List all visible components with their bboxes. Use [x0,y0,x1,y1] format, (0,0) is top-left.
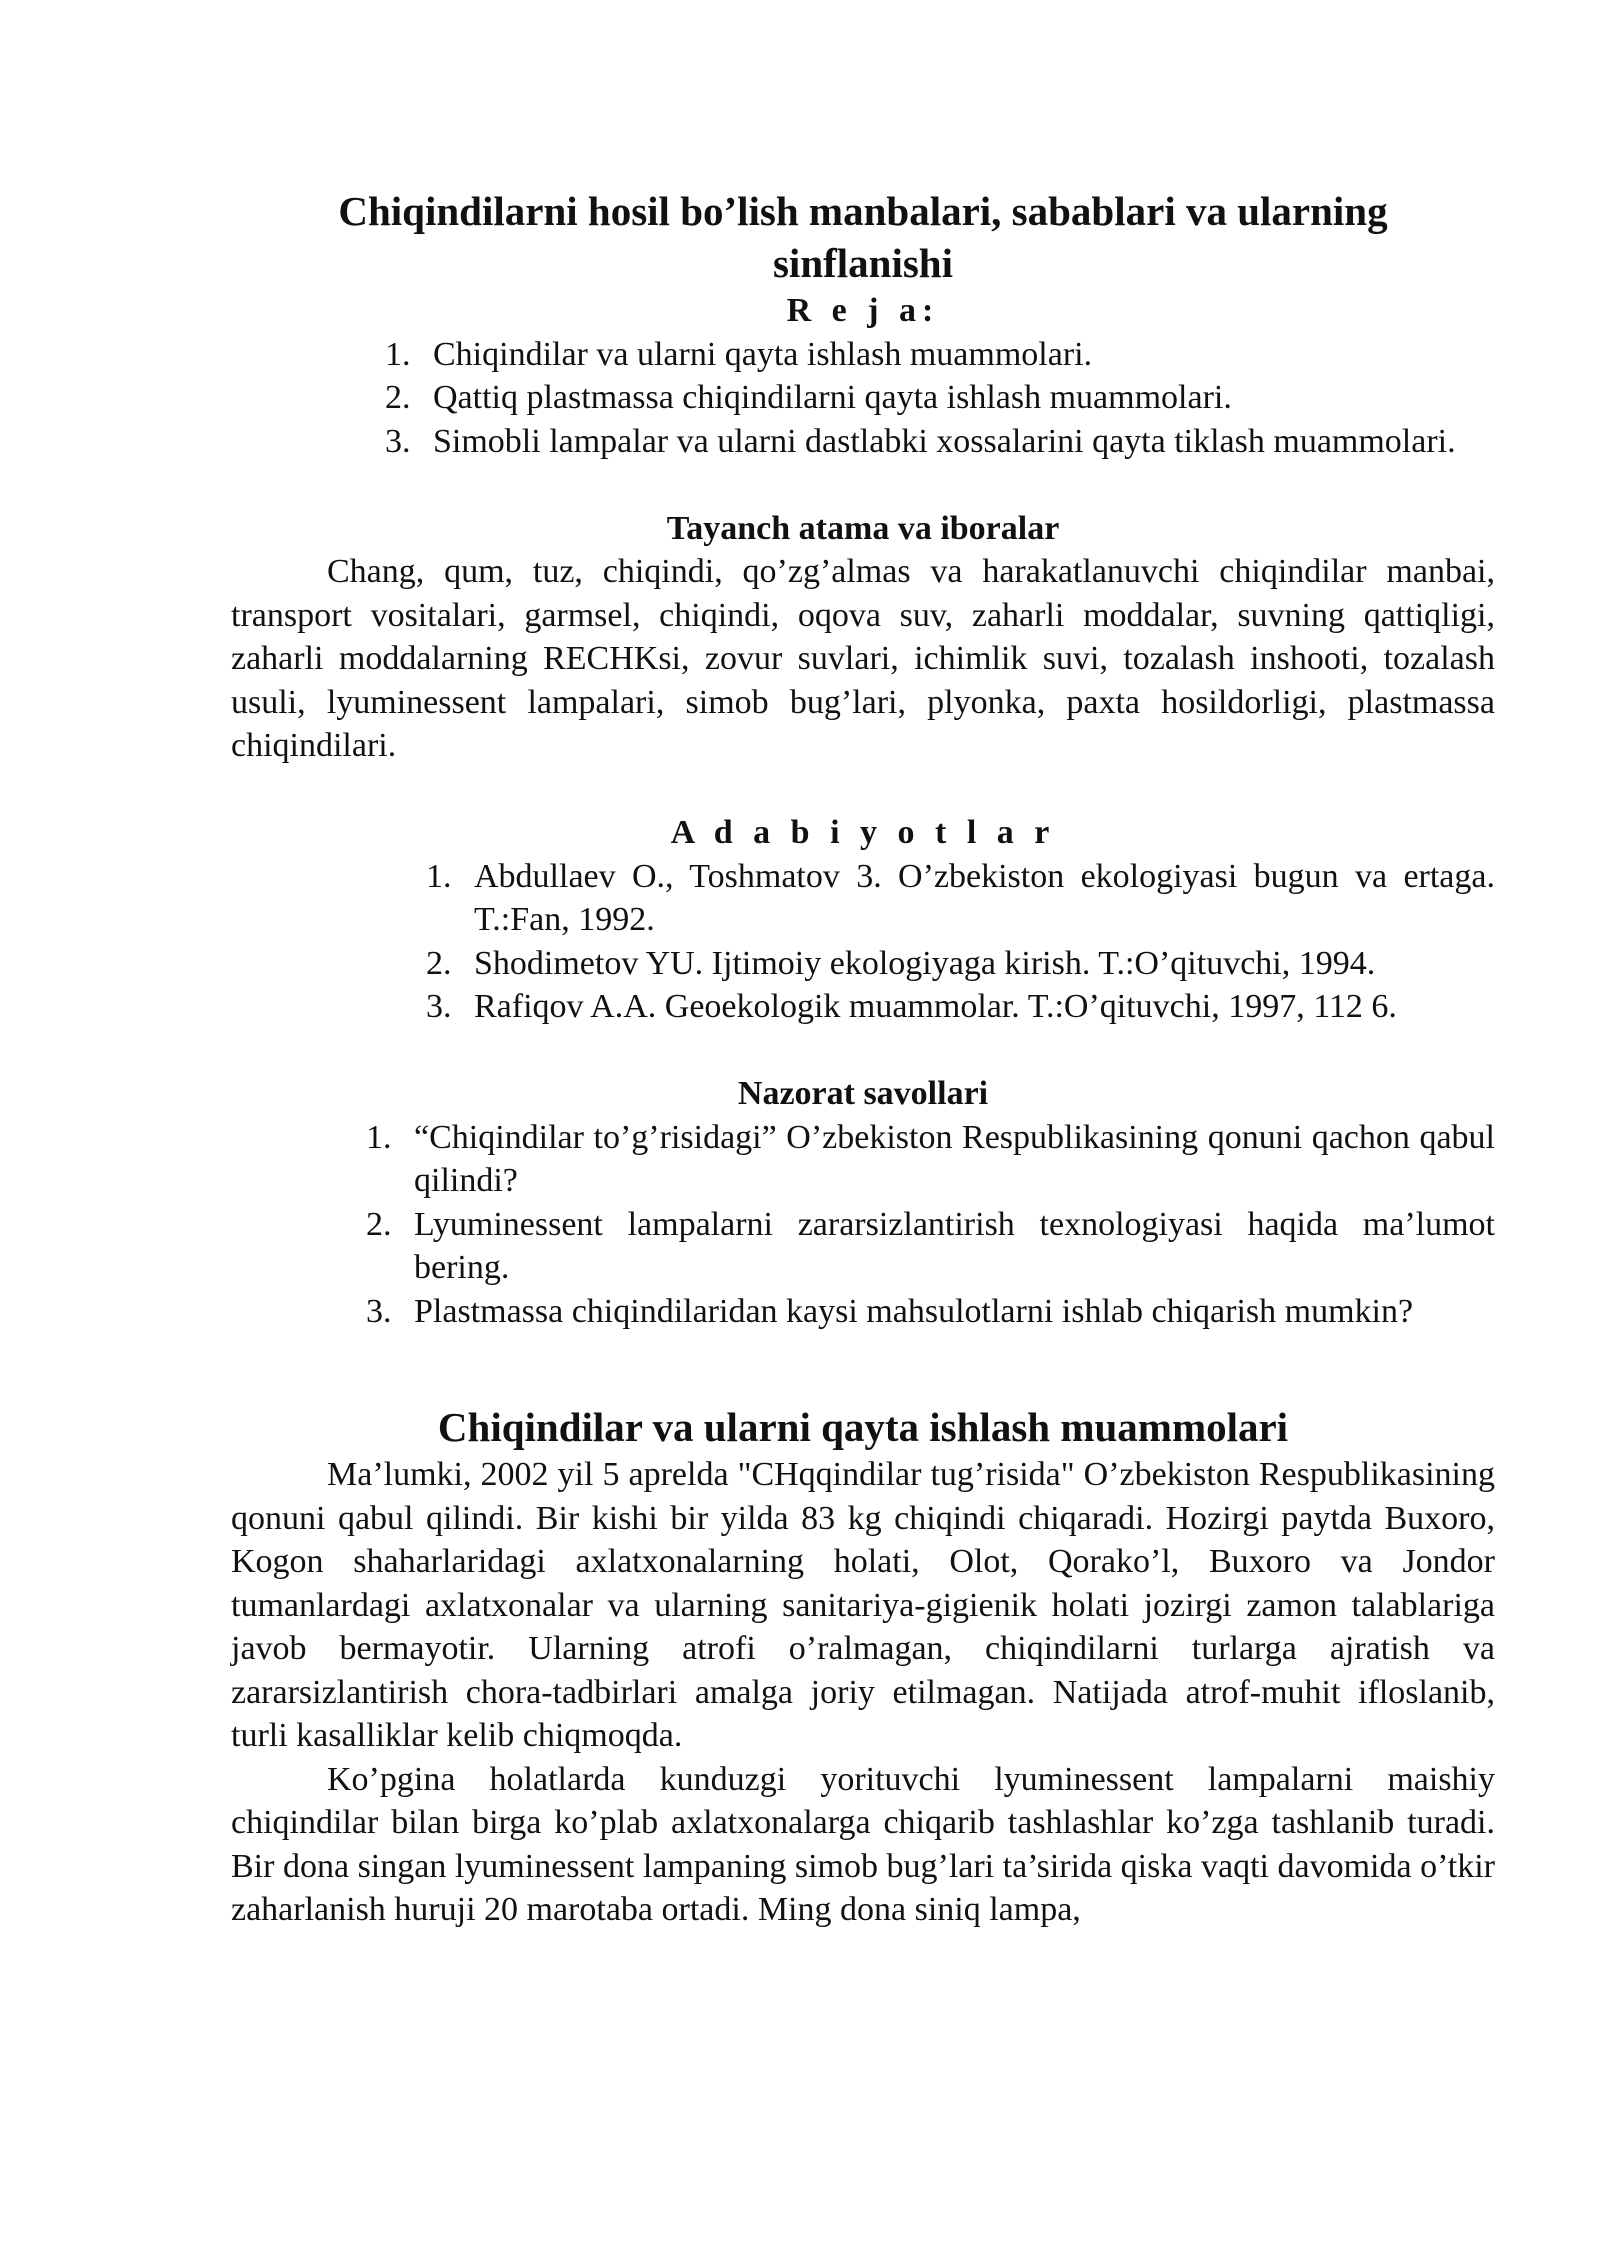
list-text: Shodimetov YU. Ijtimoiy ekologiyaga kirish. T.:O’qituvchi, 1994. [474,944,1376,982]
section-paragraph: Ko’pgina holatlarda kunduzgi yorituvchi lyuminessent lampalarni maishiy chiqindilar bilan birga ko’plab axlatxonalarga chiqarib tashlashlar ko’zga tashlanib turadi. Bir dona singan lyuminessent lampaning simob bug’lari ta’sirida qiska vaqti davomida o’tkir zaharlanish huruji 20 marotaba ortadi. Ming dona siniq lampa, [231,1760,1495,1928]
adabiyotlar-list [426,855,1495,1029]
list-item [366,1116,1495,1203]
list-number: 1. [385,335,411,373]
spacer [231,1333,1495,1401]
spacer [231,768,1495,812]
nazorat-list [366,1116,1495,1334]
document-title-line1: Chiqindilarni hosil bo’lish manbalari, sabablari va ularning [338,188,1388,234]
list-item [426,855,1495,942]
spacer [231,1029,1495,1073]
reja-heading: R e j a: [786,292,940,329]
tayanch-heading: Tayanch atama va iboralar [666,509,1060,547]
list-text: Qattiq plastmassa chiqindilarni qayta ishlash muammolari. [433,379,1232,416]
list-number: 1. [426,857,452,895]
list-item [366,1203,1495,1290]
section-heading: Chiqindilar va ularni qayta ishlash muammolari [437,1404,1289,1450]
document-page [231,185,1495,1932]
tayanch-paragraph: Chang, qum, tuz, chiqindi, qo’zg’almas va harakatlanuvchi chiqindilar manbai, transport vositalari, garmsel, chiqindi, oqova suv, zaharli moddalar, suvning qattiqligi, zaharli moddalarning RECHKsi, zovur suvlari, ichimlik suvi, tozalash inshooti, tozalash usuli, lyuminessent lampalari, simob bug’lari, plyonka, paxta hosildorligi, plastmassa chiqindilari. [231,553,1495,764]
list-item [385,376,1495,420]
list-text: Simobli lampalar va ularni dastlabki xossalarini qayta tiklash muammolari. [433,422,1456,460]
list-text: Plastmassa chiqindilaridan kaysi mahsulotlarni ishlab chiqarish mumkin? [414,1292,1414,1330]
list-item [426,985,1495,1029]
list-number: 2. [426,944,452,982]
document-title-line2: sinflanishi [772,240,954,286]
list-item [385,333,1495,377]
nazorat-heading: Nazorat savollari [737,1075,989,1112]
list-text: “Chiqindilar to’g’risidagi” O’zbekiston Respublikasining qonuni qachon qabul qilindi? [414,1118,1495,1199]
list-text: Abdullaev O., Toshmatov 3. O’zbekiston ekologiyasi bugun va ertaga. T.:Fan, 1992. [474,857,1495,938]
list-item [385,420,1495,464]
list-number: 1. [366,1118,392,1156]
list-text: Chiqindilar va ularni qayta ishlash muammolari. [433,335,1093,373]
list-number: 3. [366,1292,392,1330]
list-text: Lyuminessent lampalarni zararsizlantirish texnologiyasi haqida ma’lumot bering. [414,1205,1495,1286]
list-number: 3. [426,988,452,1025]
list-item [426,942,1495,986]
adabiyotlar-heading: A d a b i y o t l a r [670,814,1056,851]
spacer [231,463,1495,507]
list-item [366,1290,1495,1334]
reja-list [385,333,1495,464]
list-text: Rafiqov A.A. Geoekologik muammolar. T.:O’qituvchi, 1997, 112 6. [474,988,1397,1025]
list-number: 3. [385,422,411,460]
list-number: 2. [366,1205,392,1243]
list-number: 2. [385,379,411,416]
section-paragraph: Ma’lumki, 2002 yil 5 aprelda "CHqqindilar tug’risida" O’zbekiston Respublikasining qonuni qabul qilindi. Bir kishi bir yilda 83 kg chiqindi chiqaradi. Hozirgi paytda Buxoro, Kogon shaharlaridagi axlatxonalarning holati, Olot, Qorako’l, Buxoro va Jondor tumanlardagi axlatxonalar va ularning sanitariya-gigienik holati jozirgi zamon talablariga javob bermayotir. Ularning atrofi o’ralmagan, chiqindilarni turlarga ajratish va zararsizlantirish chora-tadbirlari amalga joriy etilmagan. Natijada atrof-muhit ifloslanib, turli kasalliklar kelib chiqmoqda. [231,1456,1495,1754]
